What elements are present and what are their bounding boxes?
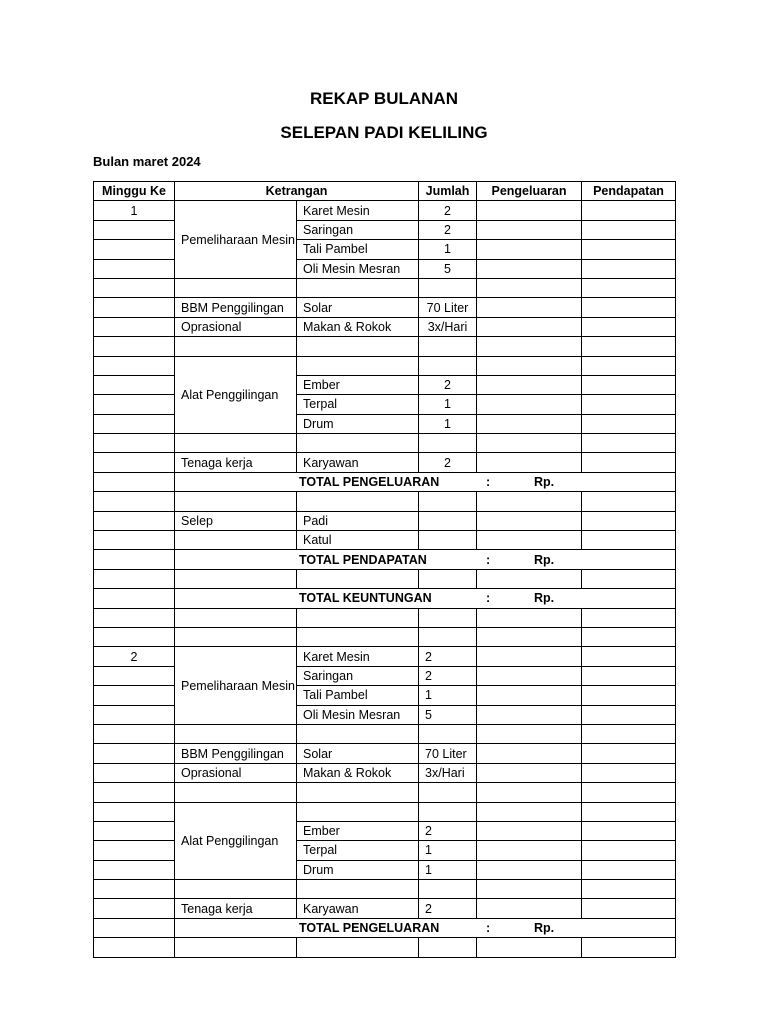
minggu-cell <box>94 531 175 550</box>
group-cell <box>175 938 297 957</box>
pengeluaran-cell <box>477 763 582 782</box>
qty-cell <box>419 627 477 646</box>
minggu-cell <box>94 317 175 336</box>
pendapatan-cell <box>582 763 676 782</box>
pengeluaran-cell <box>477 821 582 840</box>
item-cell <box>297 278 419 297</box>
pengeluaran-cell <box>477 666 582 685</box>
minggu-cell <box>94 608 175 627</box>
minggu-cell <box>94 472 175 491</box>
item-qty <box>419 511 477 530</box>
pendapatan-cell <box>582 744 676 763</box>
group-cell <box>175 783 297 802</box>
pengeluaran-cell <box>477 783 582 802</box>
minggu-cell <box>94 259 175 278</box>
total-pendapatan-row <box>94 550 676 569</box>
pengeluaran-cell <box>477 569 582 588</box>
qty-cell <box>419 569 477 588</box>
item-name: Karet Mesin <box>297 647 419 666</box>
pengeluaran-cell <box>477 627 582 646</box>
minggu-cell <box>94 705 175 724</box>
minggu-cell <box>94 899 175 918</box>
pengeluaran-cell <box>477 841 582 860</box>
pendapatan-cell <box>582 569 676 588</box>
pendapatan-cell <box>582 434 676 453</box>
group-cell <box>175 880 297 899</box>
blank-row <box>94 627 676 646</box>
recap-table <box>93 181 676 958</box>
group-cell <box>175 531 297 550</box>
pendapatan-cell <box>582 860 676 879</box>
item-qty: 2 <box>419 453 477 472</box>
qty-cell <box>419 492 477 511</box>
item-name: Terpal <box>297 395 419 414</box>
item-qty: 2 <box>419 375 477 394</box>
item-name: Makan & Rokok <box>297 317 419 336</box>
pengeluaran-cell <box>477 880 582 899</box>
item-qty <box>419 531 477 550</box>
pendapatan-cell <box>582 841 676 860</box>
minggu-cell <box>94 298 175 317</box>
item-qty: 1 <box>419 841 477 860</box>
pengeluaran-cell <box>477 511 582 530</box>
group-label: BBM Penggilingan <box>175 298 297 317</box>
pengeluaran-cell <box>477 899 582 918</box>
pendapatan-cell <box>582 821 676 840</box>
header-pengeluaran: Pengeluaran <box>477 182 582 201</box>
pengeluaran-cell <box>477 434 582 453</box>
item-cell <box>297 434 419 453</box>
item-cell <box>297 802 419 821</box>
total-currency: Rp. <box>534 475 555 490</box>
blank-row <box>94 337 676 356</box>
item-qty: 2 <box>419 220 477 239</box>
item-qty: 1 <box>419 240 477 259</box>
pendapatan-cell <box>582 608 676 627</box>
pendapatan-cell <box>582 899 676 918</box>
pendapatan-cell <box>582 880 676 899</box>
pengeluaran-cell <box>477 201 582 220</box>
minggu-cell <box>94 278 175 297</box>
item-cell <box>297 627 419 646</box>
table-row <box>94 802 676 821</box>
qty-cell <box>419 724 477 743</box>
total-pengeluaran-row-cell <box>175 472 676 491</box>
pendapatan-cell <box>582 724 676 743</box>
pendapatan-cell <box>582 938 676 957</box>
minggu-cell <box>94 550 175 569</box>
pengeluaran-cell <box>477 395 582 414</box>
item-qty: 1 <box>419 860 477 879</box>
total-pendapatan-row-content <box>181 551 669 569</box>
item-name: Karyawan <box>297 899 419 918</box>
item-name: Katul <box>297 531 419 550</box>
table-row <box>94 511 676 530</box>
table-row <box>94 317 676 336</box>
item-name: Padi <box>297 511 419 530</box>
pendapatan-cell <box>582 356 676 375</box>
total-label: TOTAL KEUNTUNGAN <box>299 591 432 606</box>
table-row <box>94 647 676 666</box>
item-cell <box>297 337 419 356</box>
pendapatan-cell <box>582 375 676 394</box>
blank-row <box>94 278 676 297</box>
minggu-cell <box>94 938 175 957</box>
blank-row <box>94 880 676 899</box>
item-name: Makan & Rokok <box>297 763 419 782</box>
table-header-row <box>94 182 676 201</box>
pengeluaran-cell <box>477 744 582 763</box>
group-label: Tenaga kerja <box>175 899 297 918</box>
minggu-cell <box>94 434 175 453</box>
pendapatan-cell <box>582 531 676 550</box>
item-cell <box>297 608 419 627</box>
header-jumlah: Jumlah <box>419 182 477 201</box>
document-subtitle: SELEPAN PADI KELILING <box>280 123 488 142</box>
minggu-cell <box>94 821 175 840</box>
minggu-cell <box>94 841 175 860</box>
item-name: Saringan <box>297 666 419 685</box>
pengeluaran-cell <box>477 220 582 239</box>
blank-row <box>94 608 676 627</box>
total-pengeluaran-row <box>94 472 676 491</box>
pendapatan-cell <box>582 278 676 297</box>
table-row <box>94 899 676 918</box>
pengeluaran-cell <box>477 860 582 879</box>
minggu-cell <box>94 724 175 743</box>
minggu-cell <box>94 453 175 472</box>
minggu-cell <box>94 414 175 433</box>
pendapatan-cell <box>582 783 676 802</box>
pengeluaran-cell <box>477 608 582 627</box>
minggu-cell <box>94 569 175 588</box>
pendapatan-cell <box>582 414 676 433</box>
item-qty: 3x/Hari <box>419 763 477 782</box>
blank-row <box>94 492 676 511</box>
item-cell <box>297 783 419 802</box>
item-name: Oli Mesin Mesran <box>297 259 419 278</box>
group-label: Pemeliharaan Mesin <box>175 201 297 279</box>
item-cell <box>297 356 419 375</box>
group-cell <box>175 627 297 646</box>
pengeluaran-cell <box>477 802 582 821</box>
pengeluaran-cell <box>477 724 582 743</box>
item-qty: 1 <box>419 395 477 414</box>
qty-cell <box>419 938 477 957</box>
minggu-cell <box>94 220 175 239</box>
blank-row <box>94 783 676 802</box>
pendapatan-cell <box>582 627 676 646</box>
pendapatan-cell <box>582 337 676 356</box>
item-name: Ember <box>297 375 419 394</box>
total-pengeluaran-row-content <box>181 919 669 937</box>
pengeluaran-cell <box>477 647 582 666</box>
minggu-cell <box>94 783 175 802</box>
item-qty: 70 Liter <box>419 298 477 317</box>
pendapatan-cell <box>582 201 676 220</box>
pendapatan-cell <box>582 686 676 705</box>
qty-cell <box>419 434 477 453</box>
item-name: Solar <box>297 744 419 763</box>
group-label: Oprasional <box>175 763 297 782</box>
pendapatan-cell <box>582 453 676 472</box>
pengeluaran-cell <box>477 686 582 705</box>
pengeluaran-cell <box>477 414 582 433</box>
group-label: Tenaga kerja <box>175 453 297 472</box>
minggu-cell <box>94 337 175 356</box>
minggu-cell <box>94 686 175 705</box>
total-keuntungan-row-cell <box>175 589 676 608</box>
group-cell <box>175 434 297 453</box>
group-cell <box>175 724 297 743</box>
minggu-cell <box>94 511 175 530</box>
item-name: Ember <box>297 821 419 840</box>
pendapatan-cell <box>582 511 676 530</box>
item-qty: 5 <box>419 705 477 724</box>
total-colon: : <box>486 921 491 936</box>
pendapatan-cell <box>582 647 676 666</box>
qty-cell <box>419 783 477 802</box>
blank-row <box>94 434 676 453</box>
header-pendapatan: Pendapatan <box>582 182 676 201</box>
pengeluaran-cell <box>477 278 582 297</box>
document-title: REKAP BULANAN <box>310 89 458 108</box>
minggu-cell <box>94 492 175 511</box>
minggu-cell <box>94 744 175 763</box>
pendapatan-cell <box>582 317 676 336</box>
item-name: Solar <box>297 298 419 317</box>
pendapatan-cell <box>582 259 676 278</box>
total-pengeluaran-row-content <box>181 473 669 491</box>
pendapatan-cell <box>582 220 676 239</box>
minggu-cell <box>94 918 175 937</box>
minggu-cell <box>94 802 175 821</box>
week-number: 2 <box>94 647 175 666</box>
total-currency: Rp. <box>534 552 555 567</box>
table-row <box>94 763 676 782</box>
pengeluaran-cell <box>477 337 582 356</box>
minggu-cell <box>94 763 175 782</box>
group-label: BBM Penggilingan <box>175 744 297 763</box>
pengeluaran-cell <box>477 938 582 957</box>
group-label: Oprasional <box>175 317 297 336</box>
table-row <box>94 453 676 472</box>
total-label: TOTAL PENGELUARAN <box>299 475 440 490</box>
table-row <box>94 201 676 220</box>
pengeluaran-cell <box>477 356 582 375</box>
pendapatan-cell <box>582 492 676 511</box>
table-row <box>94 298 676 317</box>
item-cell <box>297 492 419 511</box>
pengeluaran-cell <box>477 259 582 278</box>
item-cell <box>297 724 419 743</box>
blank-row <box>94 938 676 957</box>
header-minggu-ke: Minggu Ke <box>94 182 175 201</box>
group-label: Selep <box>175 511 297 530</box>
minggu-cell <box>94 860 175 879</box>
pendapatan-cell <box>582 666 676 685</box>
minggu-cell <box>94 356 175 375</box>
item-qty: 2 <box>419 821 477 840</box>
minggu-cell <box>94 589 175 608</box>
minggu-cell <box>94 627 175 646</box>
qty-cell <box>419 278 477 297</box>
item-name: Drum <box>297 860 419 879</box>
pengeluaran-cell <box>477 705 582 724</box>
item-qty: 70 Liter <box>419 744 477 763</box>
total-pendapatan-row-cell <box>175 550 676 569</box>
item-qty: 5 <box>419 259 477 278</box>
minggu-cell <box>94 240 175 259</box>
total-pengeluaran-row-cell <box>175 918 676 937</box>
pendapatan-cell <box>582 240 676 259</box>
group-label: Alat Penggilingan <box>175 356 297 434</box>
item-qty: 2 <box>419 899 477 918</box>
group-label: Pemeliharaan Mesin <box>175 647 297 725</box>
qty-cell <box>419 337 477 356</box>
table-row <box>94 744 676 763</box>
qty-cell <box>419 608 477 627</box>
group-cell <box>175 608 297 627</box>
item-qty: 2 <box>419 666 477 685</box>
item-qty: 1 <box>419 414 477 433</box>
item-name: Terpal <box>297 841 419 860</box>
pendapatan-cell <box>582 705 676 724</box>
group-cell <box>175 492 297 511</box>
pengeluaran-cell <box>477 492 582 511</box>
pengeluaran-cell <box>477 375 582 394</box>
minggu-cell <box>94 666 175 685</box>
blank-row <box>94 724 676 743</box>
pendapatan-cell <box>582 802 676 821</box>
week-number: 1 <box>94 201 175 220</box>
qty-cell <box>419 880 477 899</box>
qty-cell <box>419 356 477 375</box>
total-keuntungan-row-content <box>181 589 669 607</box>
total-colon: : <box>486 591 491 606</box>
blank-row <box>94 569 676 588</box>
report-month: Bulan maret 2024 <box>93 154 201 169</box>
qty-cell <box>419 802 477 821</box>
pengeluaran-cell <box>477 298 582 317</box>
group-label: Alat Penggilingan <box>175 802 297 880</box>
minggu-cell <box>94 880 175 899</box>
minggu-cell <box>94 375 175 394</box>
pengeluaran-cell <box>477 317 582 336</box>
item-name: Karyawan <box>297 453 419 472</box>
item-qty: 2 <box>419 201 477 220</box>
table-row <box>94 531 676 550</box>
item-name: Karet Mesin <box>297 201 419 220</box>
total-label: TOTAL PENGELUARAN <box>299 921 440 936</box>
item-cell <box>297 569 419 588</box>
total-colon: : <box>486 475 491 490</box>
total-colon: : <box>486 552 491 567</box>
item-name: Oli Mesin Mesran <box>297 705 419 724</box>
pengeluaran-cell <box>477 240 582 259</box>
item-qty: 3x/Hari <box>419 317 477 336</box>
group-cell <box>175 278 297 297</box>
item-name: Drum <box>297 414 419 433</box>
header-ketrangan: Ketrangan <box>175 182 419 201</box>
item-name: Saringan <box>297 220 419 239</box>
group-cell <box>175 337 297 356</box>
item-cell <box>297 880 419 899</box>
total-pengeluaran-row <box>94 918 676 937</box>
minggu-cell <box>94 395 175 414</box>
table-row <box>94 356 676 375</box>
total-keuntungan-row <box>94 589 676 608</box>
item-name: Tali Pambel <box>297 686 419 705</box>
pendapatan-cell <box>582 298 676 317</box>
total-currency: Rp. <box>534 921 555 936</box>
item-cell <box>297 938 419 957</box>
total-label: TOTAL PENDAPATAN <box>299 552 427 567</box>
total-currency: Rp. <box>534 591 555 606</box>
pengeluaran-cell <box>477 453 582 472</box>
item-name: Tali Pambel <box>297 240 419 259</box>
pengeluaran-cell <box>477 531 582 550</box>
item-qty: 1 <box>419 686 477 705</box>
group-cell <box>175 569 297 588</box>
pendapatan-cell <box>582 395 676 414</box>
item-qty: 2 <box>419 647 477 666</box>
